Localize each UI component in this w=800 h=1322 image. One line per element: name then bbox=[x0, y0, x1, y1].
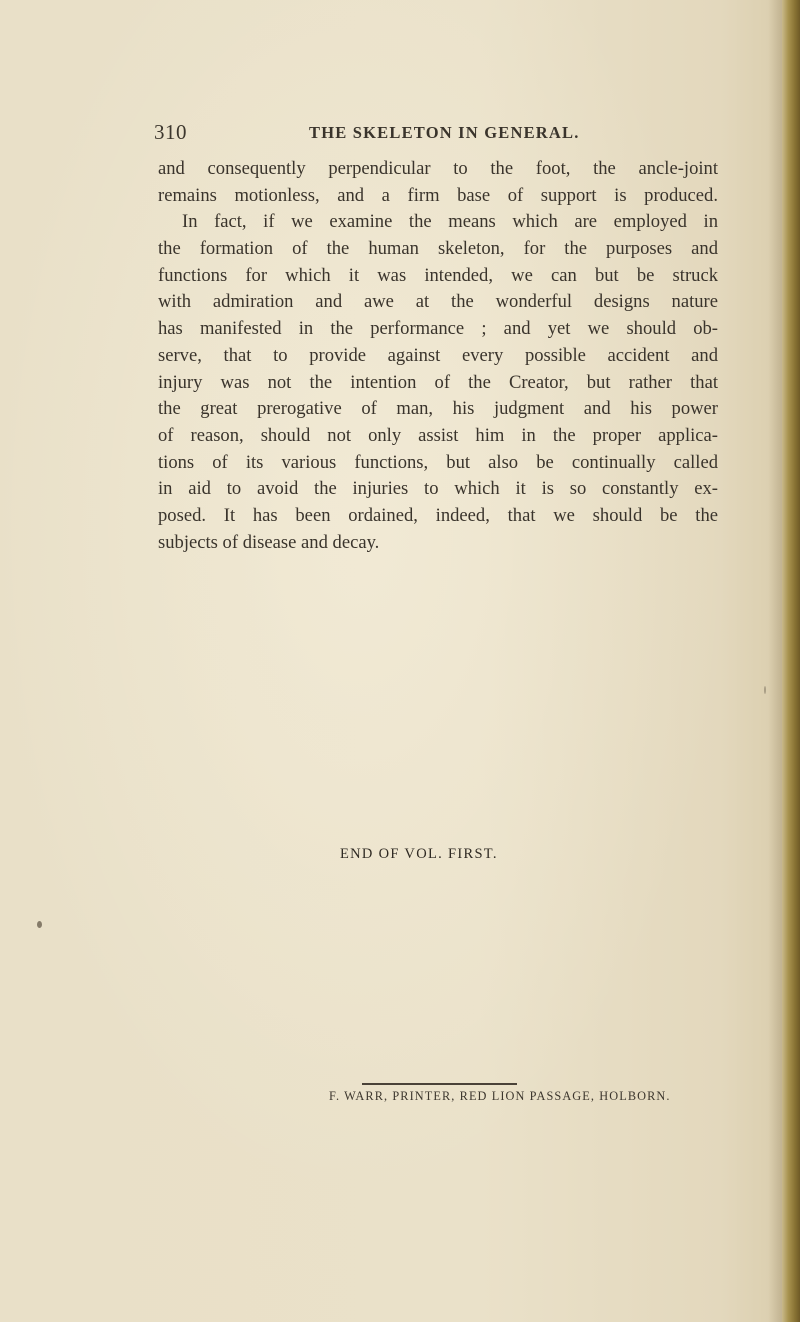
text-line: subjects of disease and decay. bbox=[158, 531, 380, 553]
book-spine-edge bbox=[782, 0, 800, 1322]
text-line: in aid to avoid the injuries to which it is so constantly ex- bbox=[158, 478, 718, 500]
text-line: functions for which it was intended, we can but be struck bbox=[158, 264, 718, 286]
text-line: with admiration and awe at the wonderful designs nature bbox=[158, 291, 718, 313]
running-head: THE SKELETON IN GENERAL. bbox=[309, 123, 580, 142]
text-line: posed. It has been ordained, indeed, that we should be the bbox=[158, 504, 718, 526]
printer-rule bbox=[362, 1083, 517, 1085]
end-of-volume-marker: END OF VOL. FIRST. bbox=[340, 846, 498, 862]
page-header bbox=[154, 120, 714, 150]
text-line: injury was not the intention of the Creator, but rather that bbox=[158, 371, 718, 393]
text-line: remains motionless, and a firm base of support is produced. bbox=[158, 184, 718, 206]
paper-speck bbox=[37, 921, 42, 928]
body-text bbox=[158, 156, 718, 556]
text-line: the formation of the human skeleton, for the purposes and bbox=[158, 238, 718, 260]
text-line: In fact, if we examine the means which are employed in bbox=[182, 211, 718, 233]
page-number: 310 bbox=[154, 120, 187, 144]
text-line: serve, that to provide against every possible accident and bbox=[158, 344, 718, 366]
text-line: of reason, should not only assist him in the proper applica- bbox=[158, 424, 718, 446]
printer-imprint: F. WARR, PRINTER, RED LION PASSAGE, HOLBORN. bbox=[329, 1089, 671, 1103]
text-line: the great prerogative of man, his judgment and his power bbox=[158, 398, 718, 420]
text-line: has manifested in the performance ; and yet we should ob- bbox=[158, 318, 718, 340]
gutter-shadow bbox=[768, 0, 782, 1322]
text-line: and consequently perpendicular to the foot, the ancle-joint bbox=[158, 158, 718, 179]
paper-speck bbox=[764, 686, 766, 694]
text-line: tions of its various functions, but also be continually called bbox=[158, 451, 718, 473]
